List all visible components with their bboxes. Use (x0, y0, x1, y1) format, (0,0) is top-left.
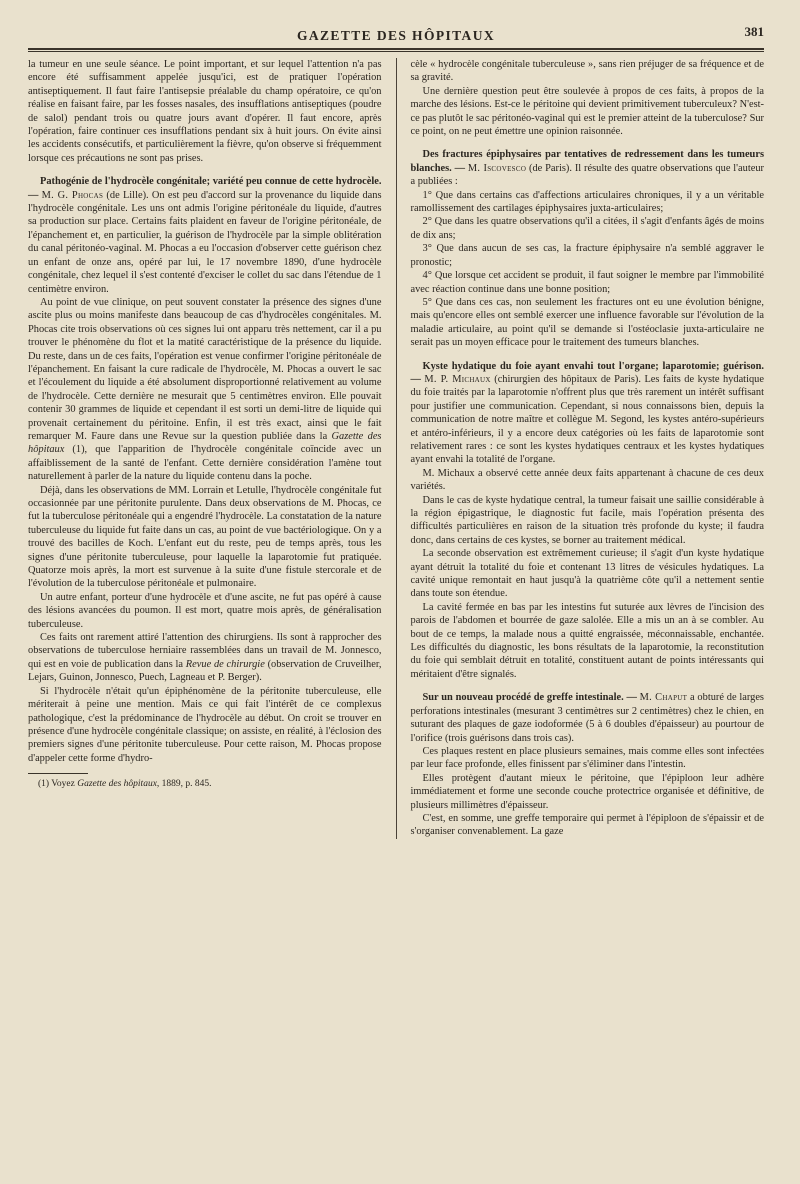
left-column (28, 58, 382, 839)
article-author: M. Chaput (639, 692, 688, 704)
paragraph: Un autre enfant, porteur d'une hydrocèle et d'une ascite, ne fut pas opéré à cause des lésions avancées du poumon. Il est mort, quatre mois après, de généralisation tuberculeuse. (28, 591, 382, 630)
article-title: Pathogénie de l'hydrocèle congénitale; variété peu connue de cette hydrocèle. — (28, 176, 382, 201)
list-item: 2° Que dans les quatre observations qu'il a citées, il s'agit d'enfants âgés de moins de dix ans; (410, 216, 764, 241)
paragraph: cèle « hydrocèle congénitale tuberculeuse », sans rien préjuger de sa fréquence et de sa gravité. (410, 59, 764, 84)
paragraph: Déjà, dans les observations de MM. Lorrain et Letulle, l'hydrocèle congénitale fut occasionnée par une péritonite purulente. Dans deux observations de M. Phocas, ce fut la tuberculose péritonéale qui a engendré l'hydrocèle. La constatation de la nature tuberculeuse du liquide fut faite dans un cas, au point de vue bactériologique. On y a trouvé des bacilles de Koch. L'enfant eut du reste, peu de temps après, tous les signes d'une péritonite tuberculeuse, pour laquelle la laparotomie fut pratiquée. Quatorze mois après, la mort est survenue à la suite d'une fistule stercorale et de l'évolution de la tuberculose péritonéale et pulmonaire. (28, 484, 382, 590)
paragraph: la tumeur en une seule séance. Le point important, et sur lequel l'attention n'a pas encore été suffisamment appelée jusqu'ici, est de pratiquer l'opération antiseptiquement. Il faut faire l'antisepsie préalable du champ opératoire, ce qu'on réalise en faisant faire, par les fosses nasales, des insufflations antiseptiques (poudre de salol) pendant trois ou quatre jours avant d'opérer. Il faut encore, après l'opération, faire continuer ces insufflations pendant six à huit jours. On évite ainsi les accidents consécutifs, et particulièrement la fièvre, qu'on observe si fréquemment lorsque ces précautions ne sont pas prises. (28, 59, 382, 164)
paragraph: Ces faits ont rarement attiré l'attention des chirurgiens. Ils sont à rapprocher des observations de tuberculose herniaire rassemblées dans un travail de M. Jonnesco, qui est en voie de publication dans la Revue de chirurgie (observation de Cruveilher, Lejars, Guinon, Jonnesco, Puech, Lagneau et P. Berger). (28, 632, 382, 684)
author-affiliation: (de Paris). (526, 162, 572, 174)
article-author: M. G. Phocas (41, 189, 104, 201)
article-title: Sur un nouveau procédé de greffe intestinale. — (422, 692, 640, 704)
paragraph: M. Michaux a observé cette année deux faits appartenant à chacune de ces deux variétés. (410, 467, 764, 493)
journal-reference: Gazette des hôpitaux (28, 430, 382, 456)
footnote-rule (28, 773, 88, 774)
article-text: Les faits de kyste hydatique du foie traités par la laparotomie n'offrent plus que très rarement un intérêt suffisant pour justifier une communication. Cependant, si nous connaissons bien, depuis la communication de notre maître et collègue M. Segond, les kystes antéro-supérieurs et antéro-inférieurs, il y a encore deux catégories où les faits de laparotomie sont relativement rares : ce sont les kystes hydatiques centraux et les kystes hydatiques ayant envahi la totalité de l'organe. (410, 373, 764, 466)
list-item: 1° Que dans certains cas d'affections articulaires chroniques, il y a un véritable ramollissement des cartilages épiphysaires juxta-articulaires; (410, 189, 764, 215)
journal-title: GAZETTE DES HÔPITAUX (296, 28, 496, 43)
article-title: Kyste hydatique du foie ayant envahi tout l'organe; laparotomie; guérison. — (410, 360, 764, 385)
article-text: Il résulte des quatre observations que l'auteur a publiées : (410, 162, 764, 188)
article-pathogenie (28, 175, 382, 296)
author-affiliation: (chirurgien des hôpitaux de Paris). (490, 373, 641, 385)
paragraph: Elles protègent d'autant mieux le péritoine, que l'épiploon leur adhère immédiatement et forme une seconde couche protectrice organisée et définitive, de plusieurs millimètres d'épaisseur. (410, 772, 764, 811)
paragraph: Une dernière question peut être soulevée à propos de ces faits, à propos de la marche des lésions. Est-ce le péritoine qui devient primitivement tuberculeux? N'est-ce pas plutôt le sac péritonéo-vaginal qui est le premier atteint de la tuberculose? Sur ce point, on ne peut émettre une opinion raisonnée. (410, 85, 764, 138)
right-column (411, 58, 765, 839)
article-title: Des fractures épiphysaires par tentatives de redressement dans les tumeurs blanches. — (410, 149, 764, 174)
article-fractures (411, 148, 765, 188)
article-greffe (411, 691, 765, 745)
paragraph: Ces plaques restent en place plusieurs semaines, mais comme elles sont infectées par leur face profonde, elles finissent par s'éliminer dans l'intestin. (410, 745, 764, 771)
two-column-body (28, 58, 764, 839)
header-rule (28, 48, 764, 52)
article-text: On est peu d'accord sur la provenance du liquide dans l'hydrocèle congénitale. Les uns ont admis l'origine péritonéale du liquide, d'autres sa production sur place. Certains faits plaident en faveur de l'origine péritonéale, de l'épanchement et, en particulier, la guérison de l'hydrocèle par la simple oblitération du canal péritonéo-vaginal. M. Phocas a eu l'occasion d'observer cette guérison chez un enfant de onze ans, opéré par lui, le 17 novembre 1890, d'une hydrocèle congénitale, chez lequel il s'est contenté d'exciser le collet du sac dans l'étendue de 1 centimètre environ. (28, 189, 382, 295)
paragraph: La seconde observation est extrêmement curieuse; il s'agit d'un kyste hydatique ayant détruit la totalité du foie et contenant 13 litres de vésicules hydatiques. La cavité unique remontait en haut jusqu'à la quatrième côte qu'il a nettement sentie dans toute son étendue. (410, 548, 764, 600)
list-item: 3° Que dans aucun de ses cas, la fracture épiphysaire n'a semblé aggraver le pronostic; (410, 243, 764, 268)
paragraph: Si l'hydrocèle n'était qu'un épiphénomène de la péritonite tuberculeuse, elle mériterait à peine une mention. Mais ce qui fait l'intérêt de ce complexus pathologique, c'est la prédominance de l'hydrocèle au début. On croit se trouver en présence d'une hydrocèle congénitale classique; on assiste, en réalité, à l'éclosion des premiers signes d'une péritonite tuberculeuse. Pour cette raison, M. Phocas propose d'appeler cette forme d'hydro- (28, 685, 382, 764)
footnote: (1) Voyez Gazette des hôpitaux, 1889, p. 845. (38, 779, 212, 790)
page-number: 381 (744, 24, 764, 39)
paragraph: La cavité fermée en bas par les intestins fut suturée aux lèvres de l'incision des parois de l'abdomen et bourrée de gaze salolée. Elle a mis un an à se combler. Au bout de ce temps, la malade nous a quitté engraissée, méconnaissable, enchantée. Les difficultés du diagnostic, les bons résultats de la laparotomie, la reconstitution du foie qui semblait détruit en totalité, constituent autant de points intéressants qui méritaient d'être signalés. (410, 601, 764, 680)
article-text: a obturé de larges perforations intestinales (mesurant 3 centimètres sur 2 centimètres) chez le chien, en suturant des plaques de gaze iodoformée (5 à 6 doubles d'épaisseur) au pourtour de l'orifice (trois guérisons dans trois cas). (410, 692, 764, 744)
article-author: M. P. Michaux (424, 373, 491, 385)
list-item: 5° Que dans ces cas, non seulement les fractures ont eu une évolution bénigne, mais qu'encore elles ont semblé exercer une influence favorable sur l'évolution de la maladie articulaire, au point qu'il se demande si l'ostéoclasie juxta-articulaire ne serait pas un moyen efficace pour le traitement des tumeurs blanches. (410, 296, 764, 349)
paragraph: Au point de vue clinique, on peut souvent constater la présence des signes d'une ascite plus ou moins manifeste dans beaucoup de cas d'hydrocèles congénitales. M. Phocas cite trois observations où ces signes lui ont apparu très nettement, car il a pu trouver le phénomène du flot et la matité caractéristique de la présence du liquide. Du reste, dans un de ces faits, l'opération est venue confirmer l'origine péritonéale de l'épanchement. En faisant la cure radicale de l'hydrocèle, M. Phocas a ouvert le sac et l'écoulement du liquide a été absolument disproportionné relativement au volume de l'hydrocèle. Cette dernière ne mesurait que 5 centimètres environ. Elle pouvait contenir 30 grammes de liquide et cependant il est sorti un demi-litre de liquide qui provenait certainement du péritoine. Enfin, il est très exact, ainsi que le fait remarquer M. Faure dans une Revue sur la question publiée dans la Gazette des hôpitaux (1), que l'apparition de l'hydrocèle congénitale coïncide avec un affaiblissement de la santé de l'enfant. Cette dernière considération l'amène tout naturellement à parler de la nature du liquide contenu dans la poche. (28, 296, 382, 483)
author-affiliation: (de Lille). (103, 189, 149, 201)
column-divider (396, 58, 397, 839)
page-header (28, 20, 764, 46)
article-kyste (411, 360, 765, 467)
paragraph: Dans le cas de kyste hydatique central, la tumeur faisait une saillie considérable à la région épigastrique, le diagnostic fut facile, mais l'opération présenta des difficultés particulières en raison de la situation très profonde du kyste; il faudra donc, dans certains de ces kystes, se borner au traitement médical. (410, 494, 764, 546)
journal-reference: Revue de chirurgie (185, 658, 265, 670)
paragraph: C'est, en somme, une greffe temporaire qui permet à l'épiploon de s'épaissir et de s'organiser convenablement. La gaze (410, 812, 764, 838)
list-item: 4° Que lorsque cet accident se produit, il faut soigner le membre par l'immobilité avec réaction continue dans une bonne position; (410, 270, 764, 295)
article-author: M. Iscovesco (467, 162, 527, 174)
